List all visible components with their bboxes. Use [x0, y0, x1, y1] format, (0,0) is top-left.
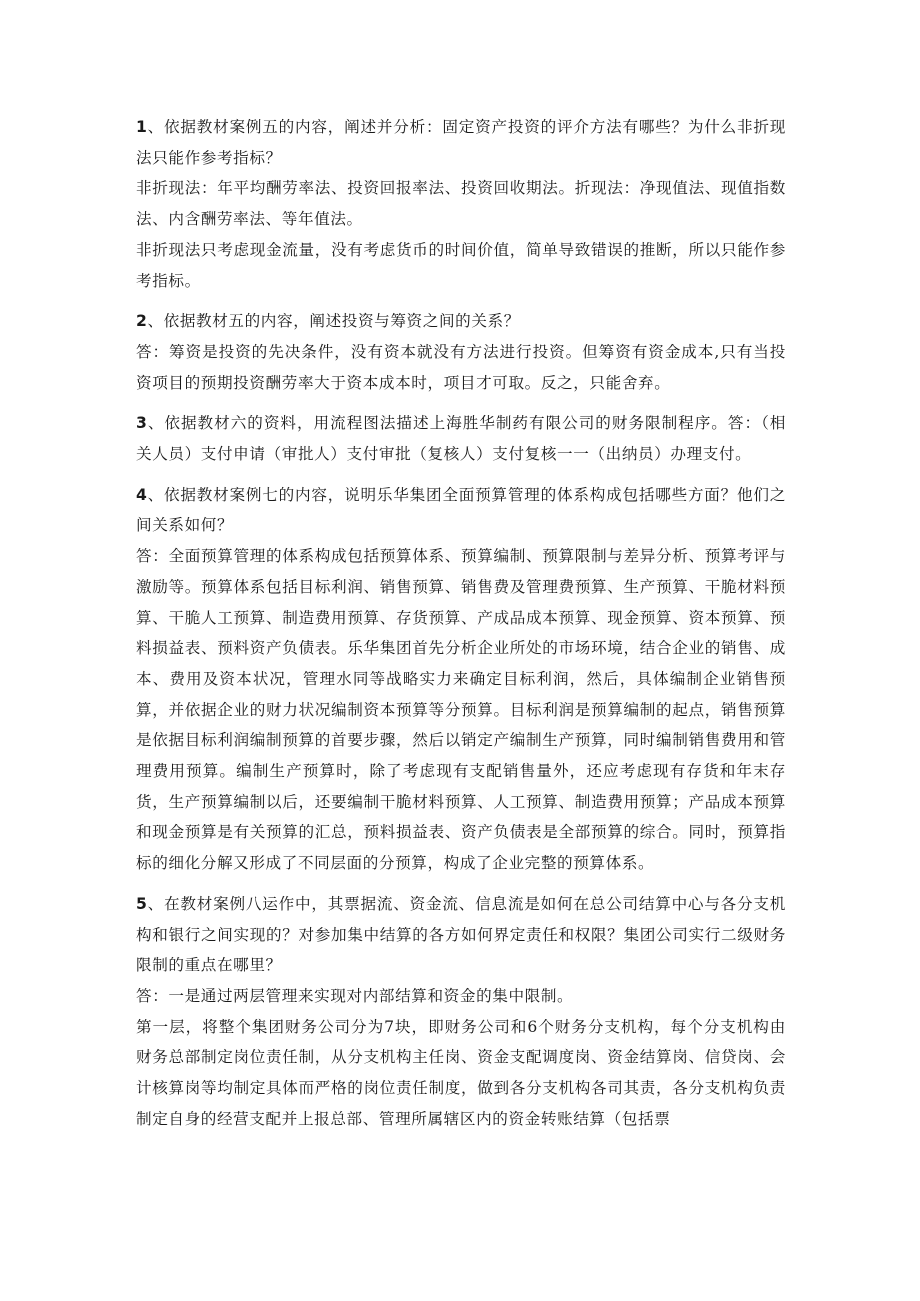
answer-paragraph: 答：全面预算管理的体系构成包括预算体系、预算编制、预算限制与差异分析、预算考评与激励等。预算体系包括目标利润、销售预算、销售费及管理费预算、生产预算、干脆材料预算、干脆人工预算、制造费用预算、存货预算、产成品成本预算、现金预算、资本预算、预料损益表、预料资产负债表。乐华集团首先分析企业所处的市场环境，结合企业的销售、成本、费用及资本状况，管理水同等战略实力来确定目标利润，然后，具体编制企业销售预算，并依据企业的财力状况编制资本预算等分预算。目标利润是预算编制的起点，销售预算是依据目标利润编制预算的首要步骤，然后以销定产编制生产预算，同时编制销售费用和管理费用预算。编制生产预算时，除了考虑现有支配销售量外，还应考虑现有存货和年末存货，生产预算编制以后，还要编制干脆材料预算、人工预算、制造费用预算；产品成本预算和现金预算是有关预算的汇总，预料损益表、资产负债表是全部预算的综合。同时，预算指标的细化分解又形成了不同层面的分预算，构成了企业完整的预算体系。 — [136, 547, 786, 873]
answer-paragraph: 非折现法只考虑现金流量，没有考虑货币的时间价值，简单导致错误的推断，所以只能作参考指标。 — [136, 240, 786, 290]
section-1 — [136, 112, 786, 296]
section-4 — [136, 480, 786, 879]
section-5 — [136, 889, 786, 1135]
answer-paragraph: 非折现法：年平均酬劳率法、投资回报率法、投资回收期法。折现法：净现值法、现值指数法、内含酬劳率法、等年值法。 — [136, 179, 786, 229]
section-2 — [136, 306, 786, 398]
question-text: 、依据教材案例五的内容，阐述并分析：固定资产投资的评介方法有哪些？为什么非折现法只能作参考指标？ — [136, 118, 786, 167]
question-number: 4 — [136, 485, 148, 504]
answer-paragraph: 答：筹资是投资的先决条件，没有资本就没有方法进行投资。但筹资有资金成本,只有当投资项目的预期投资酬劳率大于资本成本时，项目才可取。反之，只能舍弃。 — [136, 342, 786, 392]
question-number: 2 — [136, 312, 148, 331]
question-text: 、依据教材五的内容，阐述投资与筹资之间的关系？ — [147, 312, 520, 331]
question-4 — [136, 480, 786, 541]
question-2 — [136, 306, 786, 337]
question-number: 5 — [136, 894, 148, 913]
question-5 — [136, 889, 786, 981]
question-text: 、依据教材六的资料，用流程图法描述上海胜华制药有限公司的财务限制程序。答：（相关人员）支付申请（审批人）支付审批（复核人）支付复核一一（出纳员）办理支付。 — [136, 414, 786, 464]
question-3 — [136, 408, 786, 469]
document-page — [136, 112, 786, 1145]
question-text: 、在教材案例八运作中，其票据流、资金流、信息流是如何在总公司结算中心与各分支机构和银行之间实现的？对参加集中结算的各方如何界定责任和权限？集团公司实行二级财务限制的重点在哪里？ — [136, 894, 786, 975]
question-number: 3 — [136, 414, 148, 433]
answer-paragraph: 答：一是通过两层管理来实现对内部结算和资金的集中限制。 — [136, 986, 574, 1005]
question-text: 、依据教材案例七的内容，说明乐华集团全面预算管理的体系构成包括哪些方面？他们之间关系如何？ — [136, 485, 786, 535]
question-1 — [136, 112, 786, 173]
section-3 — [136, 408, 786, 469]
question-number: 1 — [136, 118, 148, 136]
answer-paragraph: 第一层，将整个集团财务公司分为7块，即财务公司和6个财务分支机构，每个分支机构由财务总部制定岗位责任制，从分支机构主任岗、资金支配调度岗、资金结算岗、信贷岗、会计核算岗等均制定具体而严格的岗位责任制度，做到各分支机构各司其责，各分支机构负责制定自身的经营支配并上报总部、管理所属辖区内的资金转账结算（包括票 — [136, 1017, 786, 1128]
